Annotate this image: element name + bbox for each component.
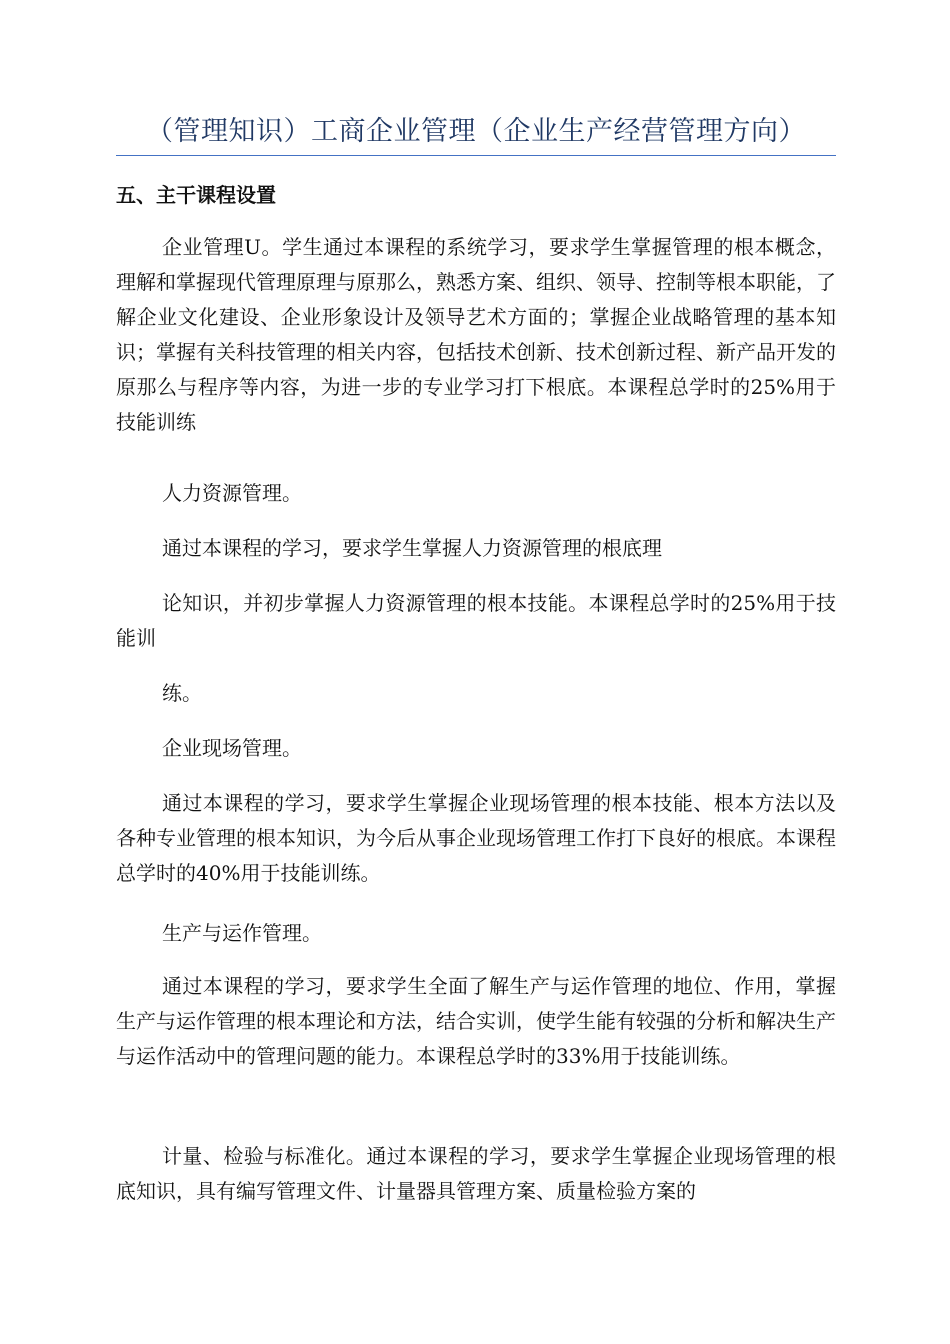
- section-heading: 五、主干课程设置: [116, 183, 276, 207]
- title-underline: [116, 155, 836, 156]
- paragraph-hr-detail: 论知识，并初步掌握人力资源管理的根本技能。本课程总学时的25%用于技能训: [116, 591, 836, 650]
- paragraph-site-management-detail: 通过本课程的学习，要求学生掌握企业现场管理的根本技能、根本方法以及各种专业管理的根本知识，为今后从事企业现场管理工作打下良好的根底。本课程总学时的40%用于技能训练。: [116, 791, 836, 885]
- paragraph-operations-title: 生产与运作管理。: [162, 921, 322, 945]
- paragraph-metrology-standardization: 计量、检验与标准化。通过本课程的学习，要求学生掌握企业现场管理的根底知识，具有编写管理文件、计量器具管理方案、质量检验方案的: [116, 1144, 836, 1203]
- paragraph-hr-title: 人力资源管理。: [162, 481, 302, 505]
- paragraph-enterprise-management: 企业管理U。学生通过本课程的系统学习，要求学生掌握管理的根本概念，理解和掌握现代管理原理与原那么，熟悉方案、组织、领导、控制等根本职能，了解企业文化建设、企业形象设计及领导艺术方面的；掌握企业战略管理的基本知识；掌握有关科技管理的相关内容，包括技术创新、技术创新过程、新产品开发的原那么与程序等内容，为进一步的专业学习打下根底。本课程总学时的25%用于技能训练: [116, 235, 836, 434]
- paragraph-hr-end: 练。: [162, 681, 202, 705]
- paragraph-hr-intro: 通过本课程的学习，要求学生掌握人力资源管理的根底理: [162, 536, 662, 560]
- paragraph-operations-detail: 通过本课程的学习，要求学生全面了解生产与运作管理的地位、作用，掌握生产与运作管理的根本理论和方法，结合实训，使学生能有较强的分析和解决生产与运作活动中的管理问题的能力。本课程总学时的33%用于技能训练。: [116, 974, 836, 1068]
- document-title: （管理知识）工商企业管理（企业生产经营管理方向）: [146, 116, 806, 147]
- paragraph-site-management-title: 企业现场管理。: [162, 736, 302, 760]
